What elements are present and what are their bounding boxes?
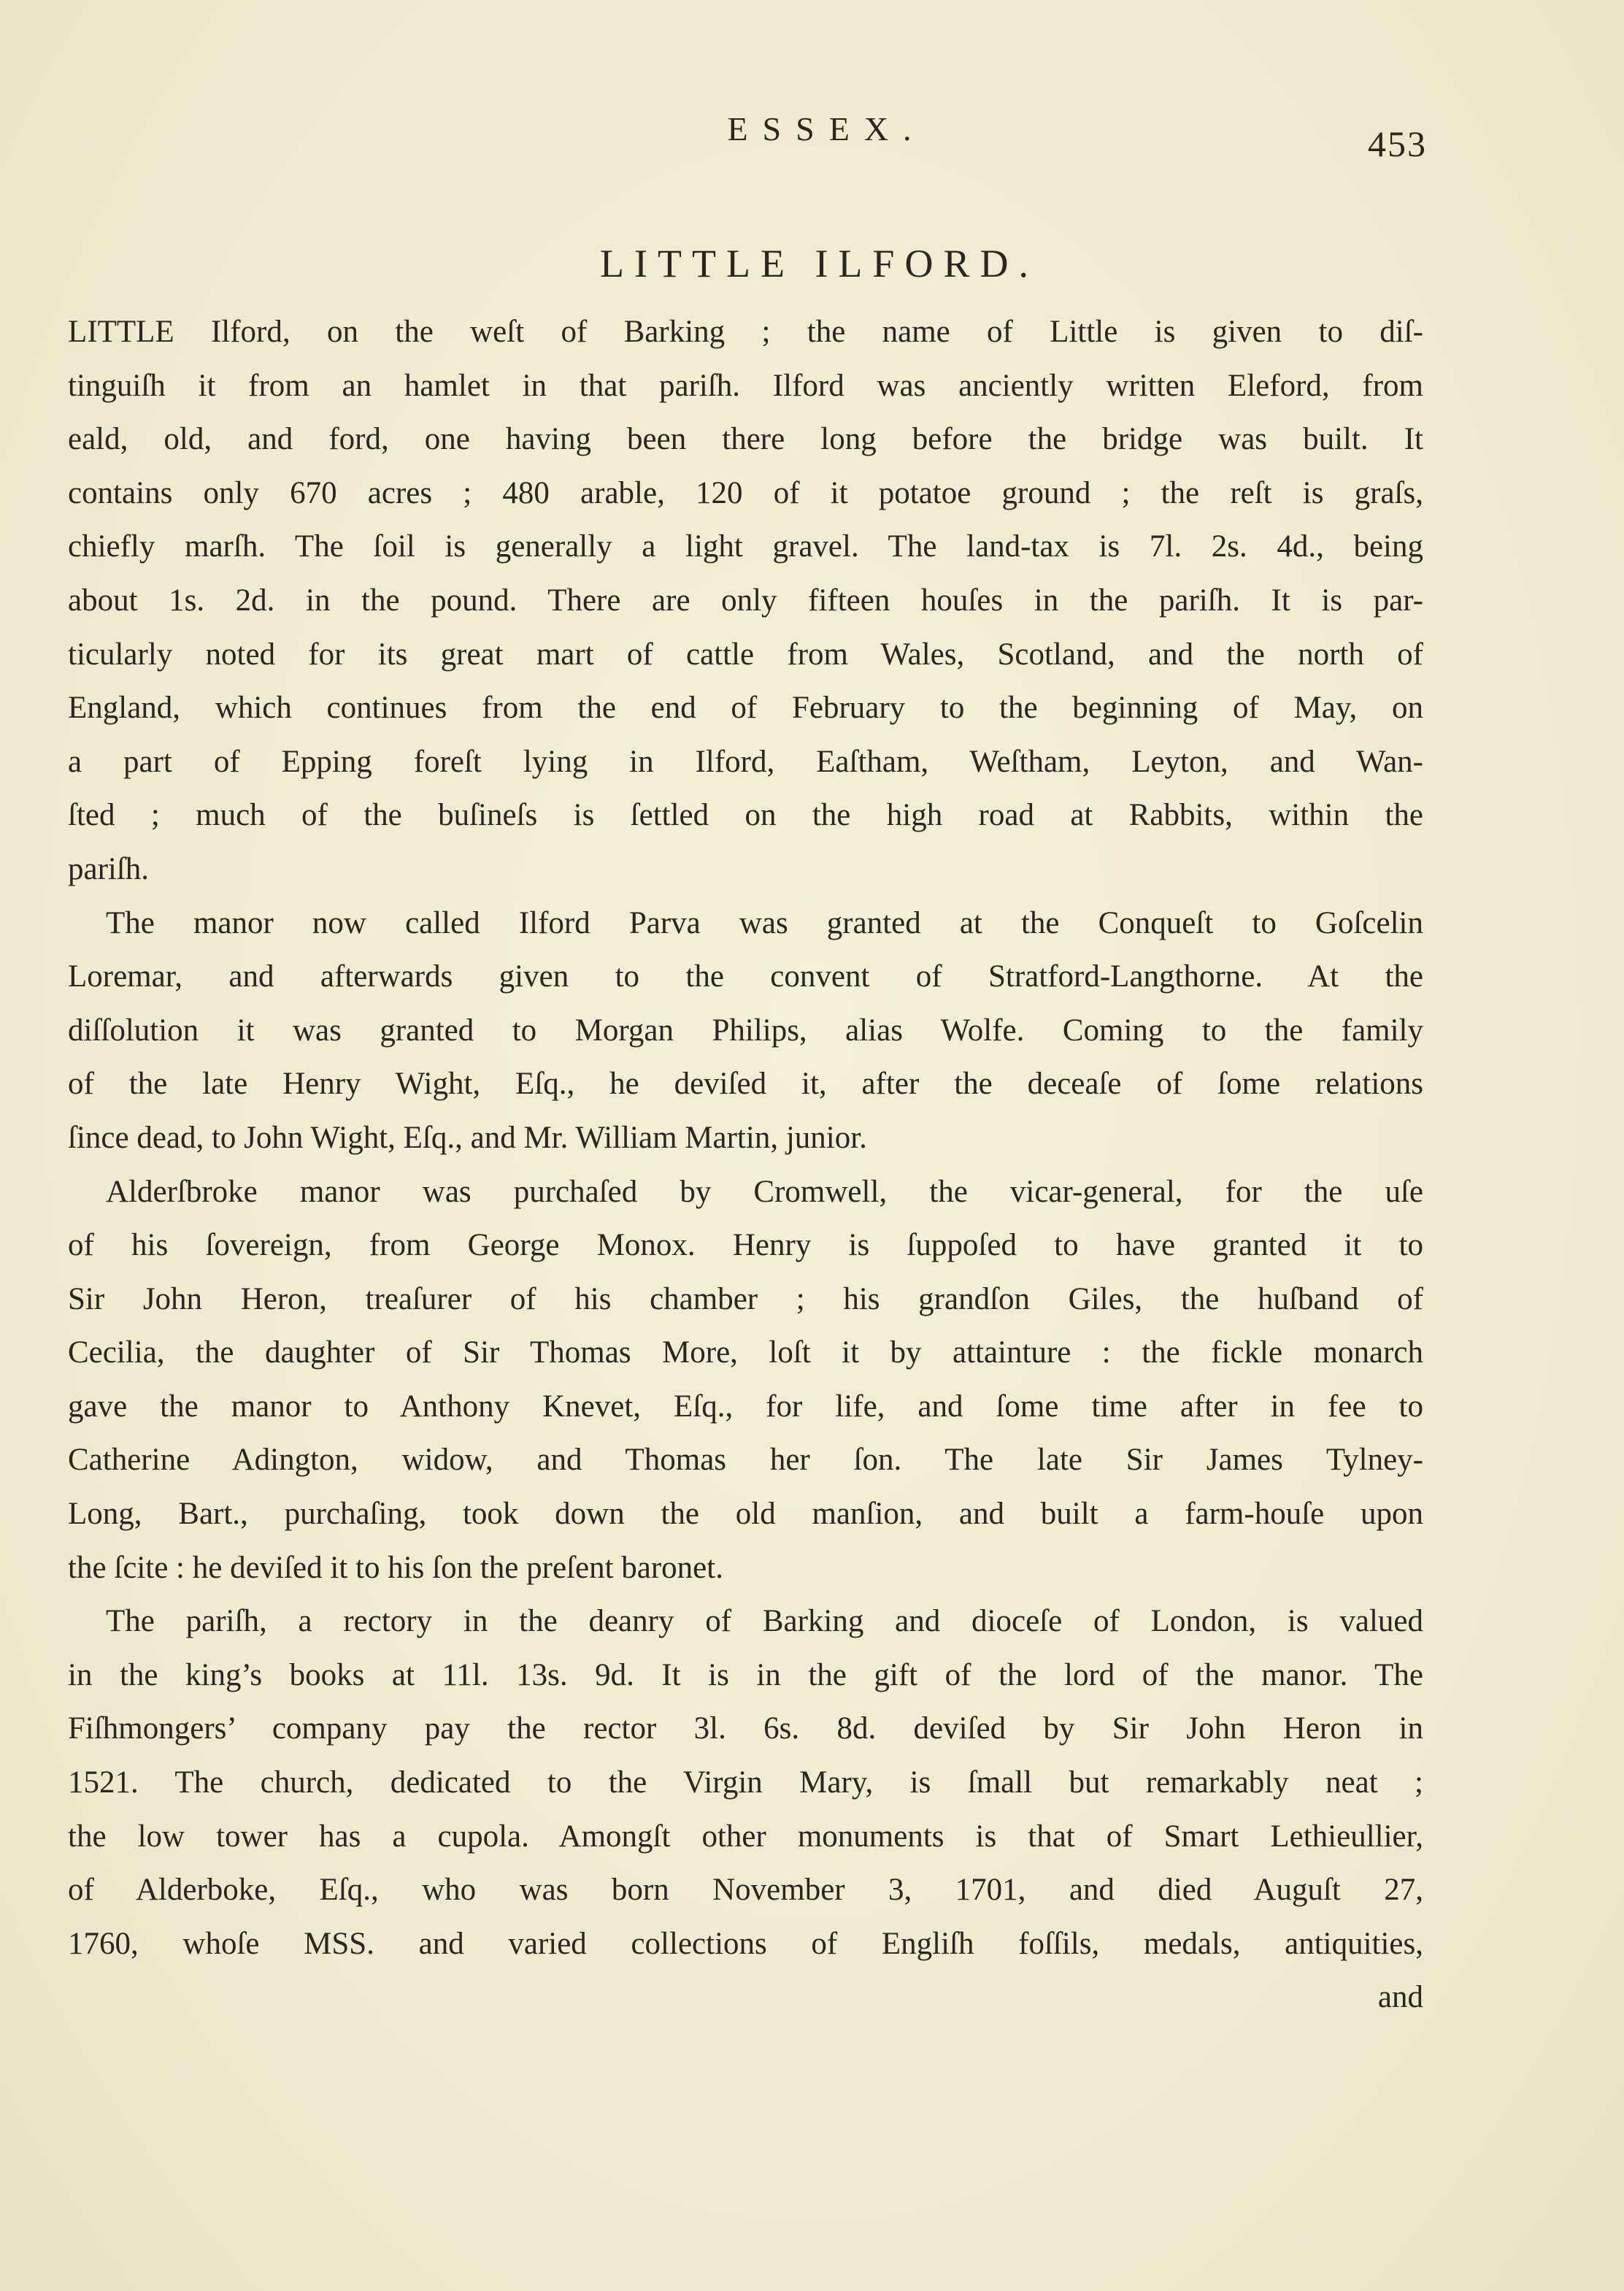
text-line: The pariſh, a rectory in the deanry of Barking and dioceſe of London, is valued: [106, 1604, 1423, 1639]
text-line: 1521. The church, dedicated to the Virgin Mary, is ſmall but remarkably neat ;: [68, 1765, 1423, 1800]
text-line: of his ſovereign, from George Monox. Henry is ſuppoſed to have granted it to: [68, 1228, 1423, 1263]
text-line: England, which continues from the end of February to the beginning of May, on: [68, 691, 1423, 726]
text-line: LITTLE Ilford, on the weſt of Barking ; the name of Little is given to diſ-: [68, 315, 1423, 349]
text-line: The manor now called Ilford Parva was granted at the Conqueſt to Goſcelin: [106, 905, 1423, 940]
text-line: the low tower has a cupola. Amongſt other monuments is that of Smart Lethieullier,: [68, 1819, 1423, 1854]
text-line: gave the manor to Anthony Knevet, Eſq., for life, and ſome time after in fee to: [68, 1389, 1423, 1424]
text-line: of Alderboke, Eſq., who was born November 3, 1701, and died Auguſt 27,: [68, 1873, 1423, 1908]
text-line: pariſh.: [68, 851, 150, 886]
text-line: ſince dead, to John Wight, Eſq., and Mr. William Martin, junior.: [68, 1120, 867, 1155]
text-line: chiefly marſh. The ſoil is generally a light gravel. The land-tax is 7l. 2s. 4d., being: [68, 529, 1423, 564]
text-line: of the late Henry Wight, Eſq., he deviſed it, after the deceaſe of ſome relations: [68, 1067, 1423, 1102]
text-line: a part of Epping foreſt lying in Ilford, Eaſtham, Weſtham, Leyton, and Wan-: [68, 744, 1423, 779]
text-line: 1760, whoſe MSS. and varied collections of Engliſh foſſils, medals, antiquities,: [68, 1926, 1423, 1961]
text-line: tinguiſh it from an hamlet in that pariſh. Ilford was anciently written Eleford, from: [68, 368, 1423, 403]
body-text: [68, 305, 1423, 2025]
text-line: diſſolution it was granted to Morgan Philips, alias Wolfe. Coming to the family: [68, 1013, 1423, 1048]
section-title: LITTLE ILFORD.: [600, 242, 1039, 285]
page-number: 453: [1368, 123, 1427, 164]
text-line: eald, old, and ford, one having been there long before the bridge was built. It: [68, 422, 1423, 457]
running-head: ESSEX.: [727, 110, 926, 147]
text-line: Loremar, and afterwards given to the convent of Stratford-Langthorne. At the: [68, 959, 1423, 994]
text-line: Catherine Adington, widow, and Thomas her ſon. The late Sir James Tylney-: [68, 1443, 1423, 1478]
text-line: ticularly noted for its great mart of cattle from Wales, Scotland, and the north of: [68, 637, 1423, 672]
catchword: and: [1377, 1980, 1423, 2015]
text-line: Cecilia, the daughter of Sir Thomas More, loſt it by attainture : the fickle monarch: [68, 1335, 1423, 1370]
text-line: Fiſhmongers’ company pay the rector 3l. 6s. 8d. deviſed by Sir John Heron in: [68, 1711, 1423, 1746]
text-line: ſted ; much of the buſineſs is ſettled on the high road at Rabbits, within the: [68, 798, 1423, 833]
text-line: the ſcite : he deviſed it to his ſon the preſent baronet.: [68, 1550, 723, 1585]
text-line: Sir John Heron, treaſurer of his chamber ; his grandſon Giles, the huſband of: [68, 1281, 1423, 1316]
text-line: in the king’s books at 11l. 13s. 9d. It is in the gift of the lord of the manor. The: [68, 1657, 1423, 1692]
text-line: about 1s. 2d. in the pound. There are only fifteen houſes in the pariſh. It is par-: [68, 583, 1423, 618]
text-line: Long, Bart., purchaſing, took down the old manſion, and built a farm-houſe upon: [68, 1497, 1423, 1532]
text-line: Alderſbroke manor was purchaſed by Cromwell, the vicar-general, for the uſe: [106, 1174, 1423, 1209]
text-line: contains only 670 acres ; 480 arable, 120 of it potatoe ground ; the reſt is graſs,: [68, 475, 1423, 510]
